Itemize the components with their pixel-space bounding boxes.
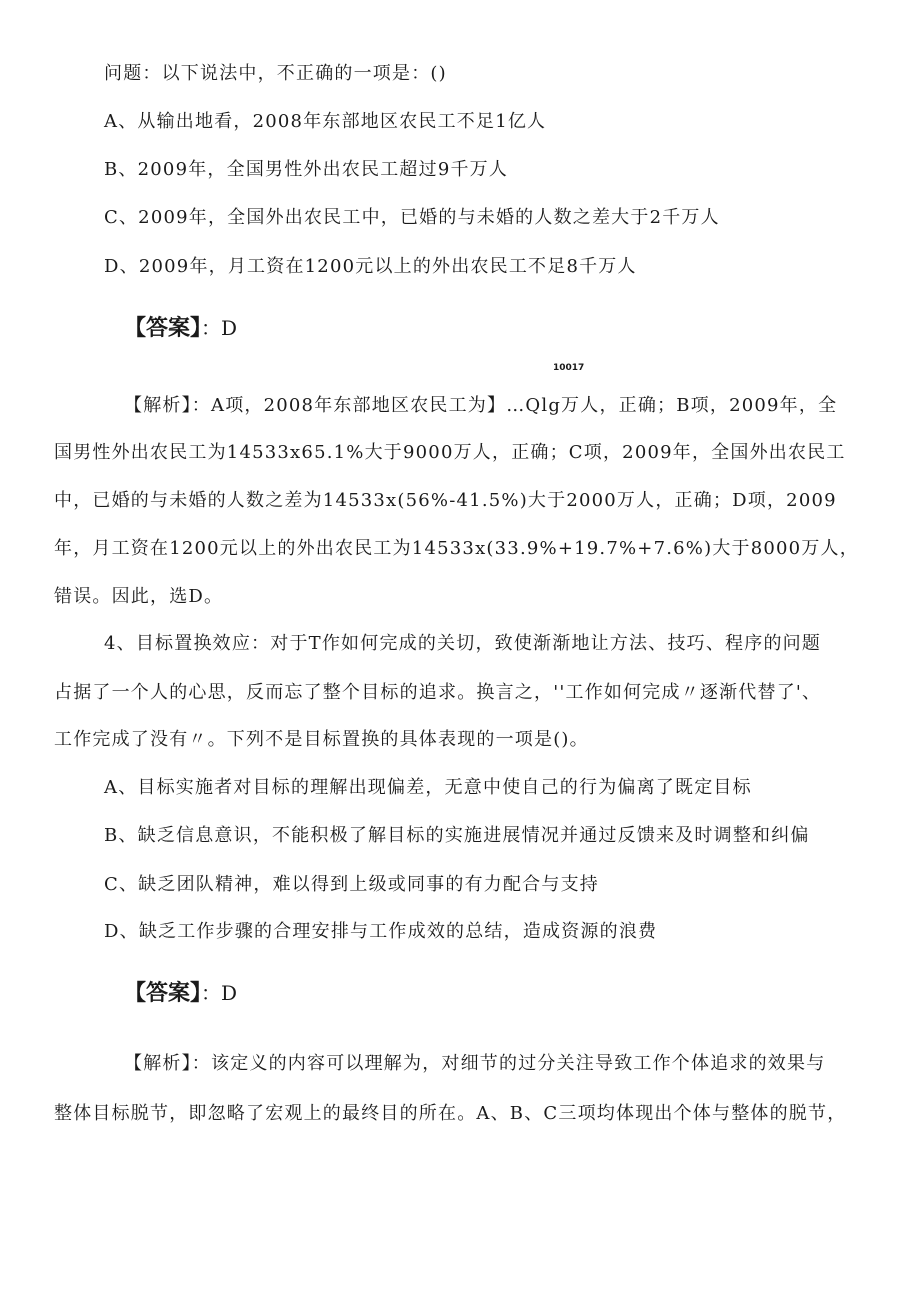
q3-option-d: D、2009年，月工资在1200元以上的外出农民工不足8千万人: [104, 256, 637, 277]
q4-analysis-line-2: 整体目标脱节，即忽略了宏观上的最终目的所在。A、B、C三项均体现出个体与整体的脱节，: [54, 1103, 847, 1124]
q3-answer-label: 【答案】: [124, 316, 202, 341]
q4-answer: [124, 979, 237, 1008]
q3-analysis-line-4: 年，月工资在1200元以上的外出农民工为14533x(33.9%+19.7%+7.6%)大于8000万人，: [54, 538, 859, 559]
q4-option-c: C、缺乏团队精神，难以得到上级或同事的有力配合与支持: [104, 874, 599, 895]
q3-analysis-line-3: 中，已婚的与未婚的人数之差为14533x(56%-41.5%)大于2000万人，正确；D项，2009: [54, 490, 837, 511]
q4-option-a: A、目标实施者对目标的理解出现偏差，无意中使自己的行为偏离了既定目标: [104, 777, 752, 798]
q4-analysis-line-1: 【解析】：该定义的内容可以理解为，对细节的过分关注导致工作个体追求的效果与: [124, 1053, 826, 1074]
q3-option-a: A、从输出地看，2008年东部地区农民工不足1亿人: [104, 111, 547, 132]
q3-option-b: B、2009年，全国男性外出农民工超过9千万人: [104, 159, 509, 180]
q3-stem: 问题：以下说法中，不正确的一项是：(): [104, 63, 447, 84]
q4-answer-value: ：D: [201, 981, 238, 1005]
q4-stem-line-2: 占据了一个人的心思，反而忘了整个目标的追求。换言之，''工作如何完成〃逐渐代替了'、: [54, 682, 822, 703]
q4-answer-label: 【答案】: [124, 981, 202, 1006]
q3-option-c: C、2009年，全国外出农民工中，已婚的与未婚的人数之差大于2千万人: [104, 207, 720, 228]
q3-answer: [124, 314, 237, 343]
q3-analysis-line-2: 国男性外出农民工为14533x65.1%大于9000万人，正确；C项，2009年，全国外出农民工: [54, 442, 846, 463]
q3-answer-value: ：D: [201, 316, 238, 340]
q4-option-b: B、缺乏信息意识，不能积极了解目标的实施进展情况并通过反馈来及时调整和纠偏: [104, 825, 810, 846]
q3-analysis-line-5: 错误。因此，选D。: [54, 586, 224, 607]
q3-footnote: 10017: [553, 363, 585, 373]
q4-stem-line-1: 4、目标置换效应：对于T作如何完成的关切，致使渐渐地让方法、技巧、程序的问题: [104, 633, 822, 654]
q4-option-d: D、缺乏工作步骤的合理安排与工作成效的总结，造成资源的浪费: [104, 921, 658, 942]
q3-analysis-line-1: 【解析】：A项，2008年东部地区农民工为】…Qlg万人，正确；B项，2009年，全: [124, 395, 838, 416]
q4-stem-line-3: 工作完成了没有〃。下列不是目标置换的具体表现的一项是()。: [54, 729, 589, 750]
